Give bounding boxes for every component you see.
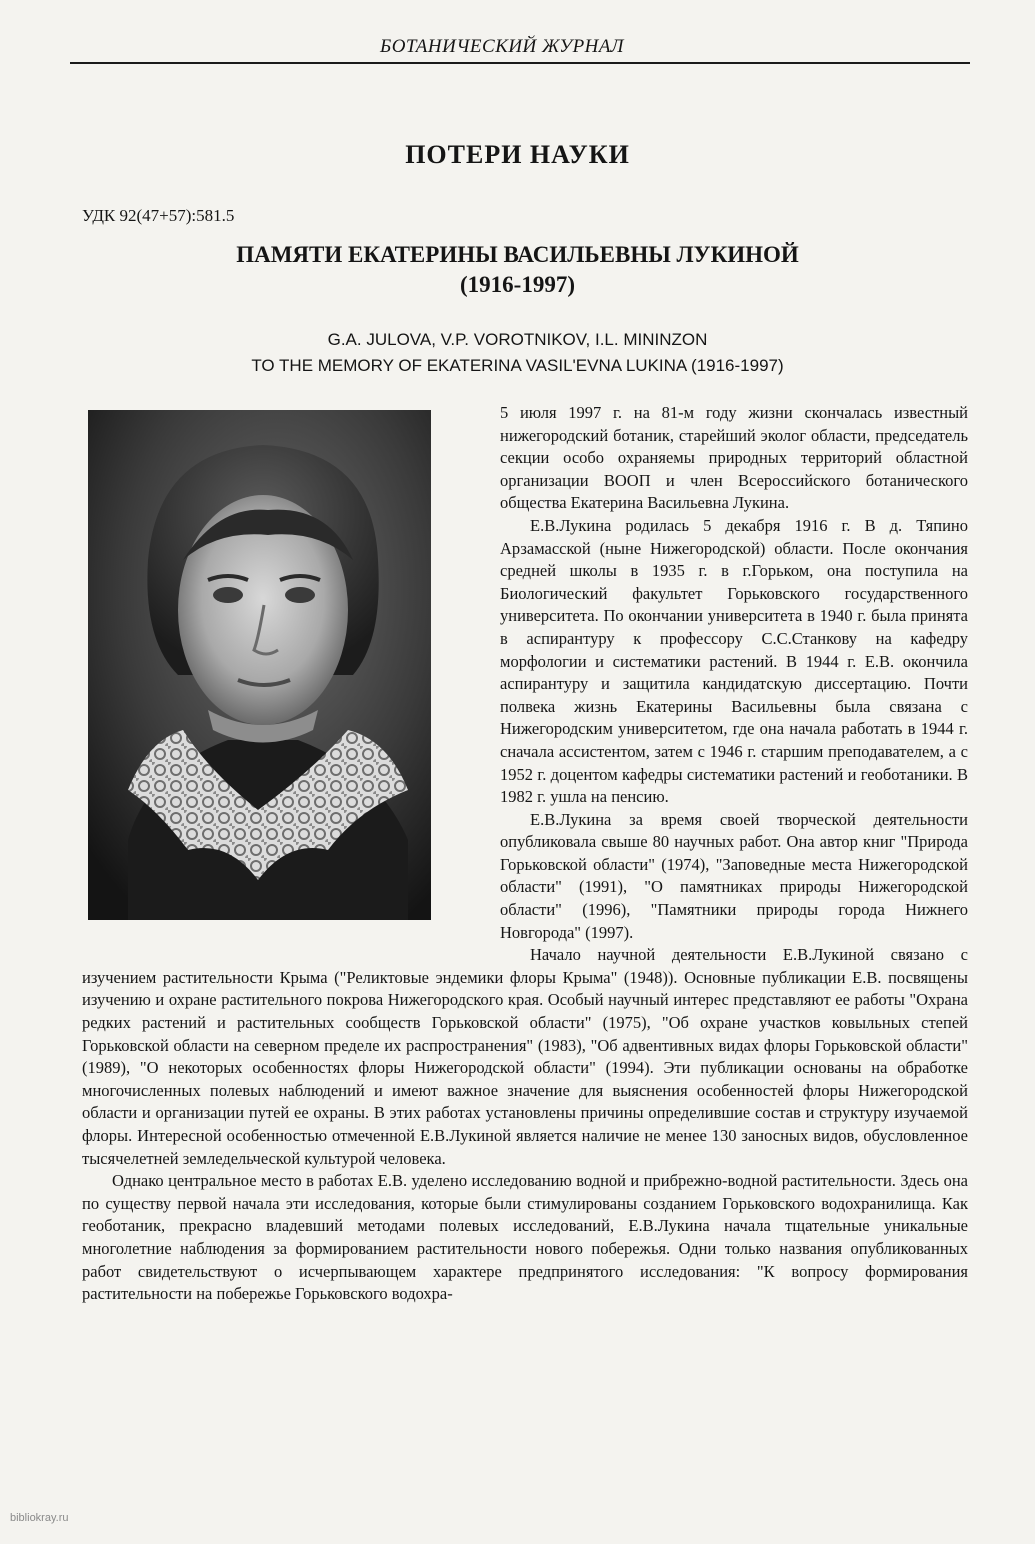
- article-title-line1: ПАМЯТИ ЕКАТЕРИНЫ ВАСИЛЬЕВНЫ ЛУКИНОЙ: [236, 242, 799, 267]
- title-english: TO THE MEMORY OF EKATERINA VASIL'EVNA LUKINA (1916-1997): [251, 356, 784, 375]
- paragraph: Е.В.Лукина за время своей творческой деятельности опубликовала свыше 80 научных работ. Она автор книг "Природа Горьковской области" (1974), "Заповедные места Нижегородской области" (1991), "О памятниках природы Нижегородской области" (1996), "Памятники природы города Нижнего Новгорода" (1997).: [500, 809, 968, 942]
- article-title: [0, 240, 1035, 300]
- section-title: ПОТЕРИ НАУКИ: [405, 140, 630, 169]
- article-title-line2: (1916-1997): [460, 272, 575, 297]
- source-watermark: bibliokray.ru: [10, 1512, 69, 1524]
- paragraph: 5 июля 1997 г. на 81-м году жизни скончалась известный нижегородский ботаник, старейший эколог области, председатель секции особо охраняемы природных территорий областной организации ВООП и член Всероссийского ботанического общества Екатерина Васильевна Лукина.: [500, 403, 968, 513]
- journal-header: БОТАНИЧЕСКИЙ ЖУРНАЛ: [380, 36, 624, 57]
- paragraph: Начало научной деятельности Е.В.Лукиной связано с изучением растительности Крыма ("Реликтовые эндемики флоры Крыма" (1948)). Основные публикации Е.В. посвящены изучению и охране растительного покрова Нижегородского края. Особый научный интерес представляют ее работы "Охрана редких растений и растительных сообществ Горьковской области" (1975), "Об охране участков ковыльных степей Горьковской области на северном пределе их распространения" (1983), "Об адвентивных видах флоры Горьковской области" (1989), "О некоторых особенностях флоры Нижегородской области" (1994). Эти публикации основаны на обработке многочисленных полевых наблюдений и имеют важное значение для выяснения особенностей флоры Нижегородской области и организации путей ее охраны. В этих работах установлены причины определившие состав и структуру изучаемой флоры. Интересной особенностью отмеченной Е.В.Лукиной является наличие не менее 130 заносных видов, обусловленное тысячелетней земледельческой культурой человека.: [82, 945, 968, 1168]
- photo-spacer: [82, 402, 500, 947]
- udc-code: УДК 92(47+57):581.5: [82, 206, 235, 225]
- article-body: [82, 402, 968, 1306]
- paragraph: Е.В.Лукина родилась 5 декабря 1916 г. В д. Тяпино Арзамасской (ныне Нижегородской) области. После окончания средней школы в 1935 г. в г.Горьком, она поступила на Биологический факультет Горьковского государственного университета. По окончании университета в 1940 г. была принята в аспирантуру к профессору С.С.Станкову на кафедру морфологии и систематики растений. В 1944 г. Е.В. окончила аспирантуру и защитила кандидатскую диссертацию. Почти полвека жизнь Екатерины Васильевны была связана с Нижегородским университетом, где она начала работать в 1944 г. сначала ассистентом, затем с 1946 г. старшим преподавателем, а с 1952 г. доцентом кафедры систематики растений и геоботаники. В 1982 г. ушла на пенсию.: [500, 515, 968, 807]
- paragraph: Однако центральное место в работах Е.В. уделено исследованию водной и прибрежно-водной растительности. Здесь она по существу первой начала эти исследования, которые были стимулированы созданием Горьковского водохранилища. Как геоботаник, прекрасно владевший методами полевых исследований, Е.В.Лукина начала тщательные уникальные многолетние наблюдения за формированием растительности нового побережья. Одни только названия опубликованных работ свидетельствуют о исчерпывающем характере предпринятого исследования: "К вопросу формирования растительности на побережье Горьковского водохра-: [82, 1171, 968, 1304]
- authors-english: G.A. JULOVA, V.P. VOROTNIKOV, I.L. MININZON: [327, 330, 708, 349]
- header-rule: [70, 62, 970, 64]
